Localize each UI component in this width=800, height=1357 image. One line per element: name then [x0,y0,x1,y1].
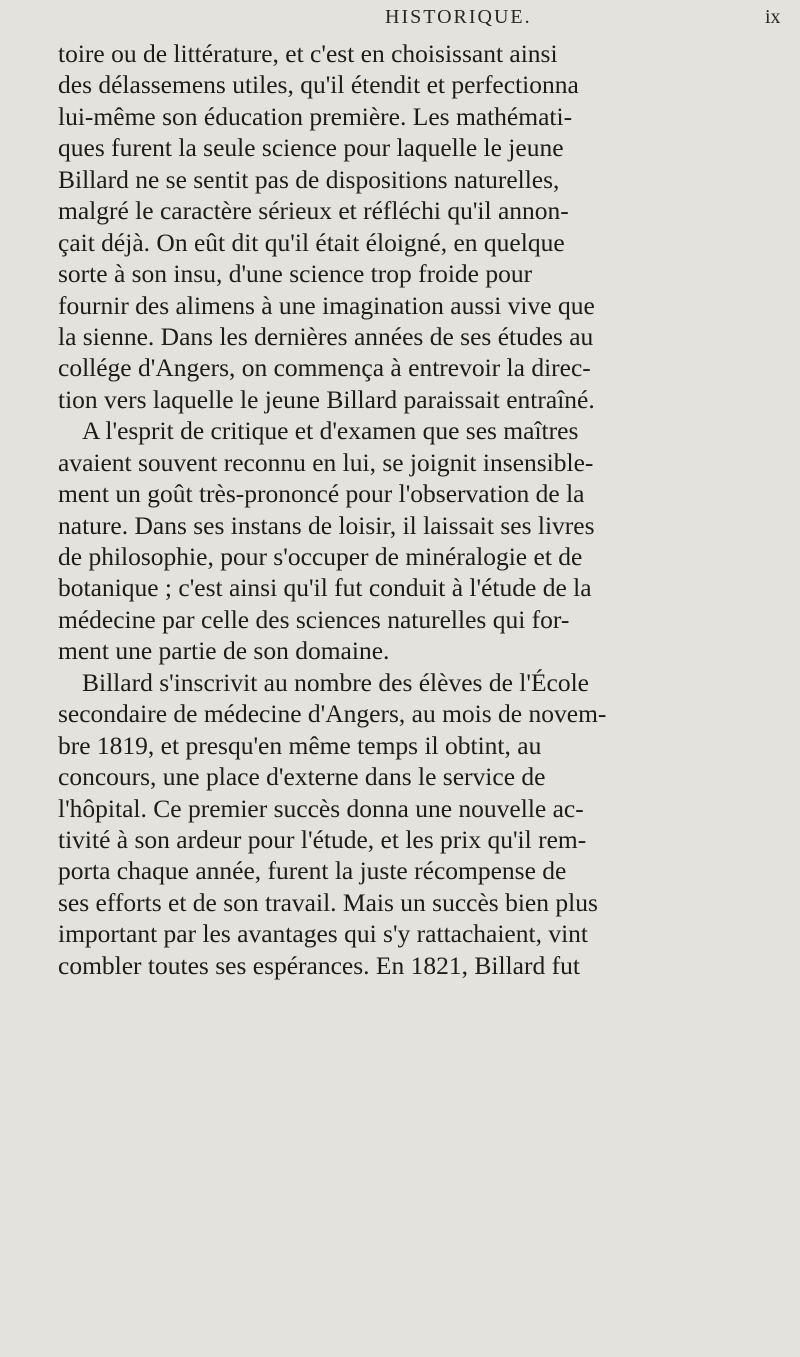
text-line: fournir des alimens à une imagination aussi vive que [58,290,595,320]
text-line: tivité à son ardeur pour l'étude, et les prix qu'il rem- [58,824,587,854]
text-line: avaient souvent reconnu en lui, se joignit insensible- [58,447,594,477]
text-line: l'hôpital. Ce premier succès donna une nouvelle ac- [58,793,584,823]
text-line: ses efforts et de son travail. Mais un succès bien plus [58,887,598,917]
body-text [58,38,798,981]
text-line: ment une partie de son domaine. [58,636,390,666]
text-line: bre 1819, et presqu'en même temps il obtint, au [58,730,542,760]
text-line: de philosophie, pour s'occuper de minéralogie et de [58,542,583,571]
text-line: Billard s'inscrivit au nombre des élèves de l'École [82,667,589,697]
text-line: lui-même son éducation première. Les mathémati- [58,101,573,131]
text-line: A l'esprit de critique et d'examen que ses maîtres [82,416,579,446]
text-line: ques furent la seule science pour laquelle le jeune [58,133,564,163]
text-line: concours, une place d'externe dans le service de [58,762,546,792]
text-line: secondaire de médecine d'Angers, au mois de novem- [58,699,607,729]
text-line: porta chaque année, furent la juste récompense de [58,856,567,886]
text-line: nature. Dans ses instans de loisir, il laissait ses livres [58,510,595,540]
text-line: toire ou de littérature, et c'est en choisissant ainsi [58,39,558,68]
text-line: tion vers laquelle le jeune Billard paraissait entraîné. [58,384,595,414]
page-number: ix [765,6,781,28]
text-line: malgré le caractère sérieux et réfléchi qu'il annon- [58,196,569,226]
text-line: botanique ; c'est ainsi qu'il fut conduit à l'étude de la [58,573,592,603]
text-line: ment un goût très-prononcé pour l'observation de la [58,479,585,509]
text-line: important par les avantages qui s'y rattachaient, vint [58,919,589,949]
text-line: collége d'Angers, on commença à entrevoir la direc- [58,353,591,383]
text-line: médecine par celle des sciences naturelles qui for- [58,604,570,634]
text-line: des délassemens utiles, qu'il étendit et perfectionna [58,70,579,100]
text-line: combler toutes ses espérances. En 1821, Billard fut [58,950,580,980]
text-line: çait déjà. On eût dit qu'il était éloigné, en quelque [58,227,565,257]
text-line: Billard ne se sentit pas de dispositions naturelles, [58,164,560,194]
text-line: la sienne. Dans les dernières années de ses études au [58,321,594,351]
running-title: HISTORIQUE. [385,6,532,28]
running-head [0,6,800,36]
text-line: sorte à son insu, d'une science trop froide pour [58,259,533,289]
